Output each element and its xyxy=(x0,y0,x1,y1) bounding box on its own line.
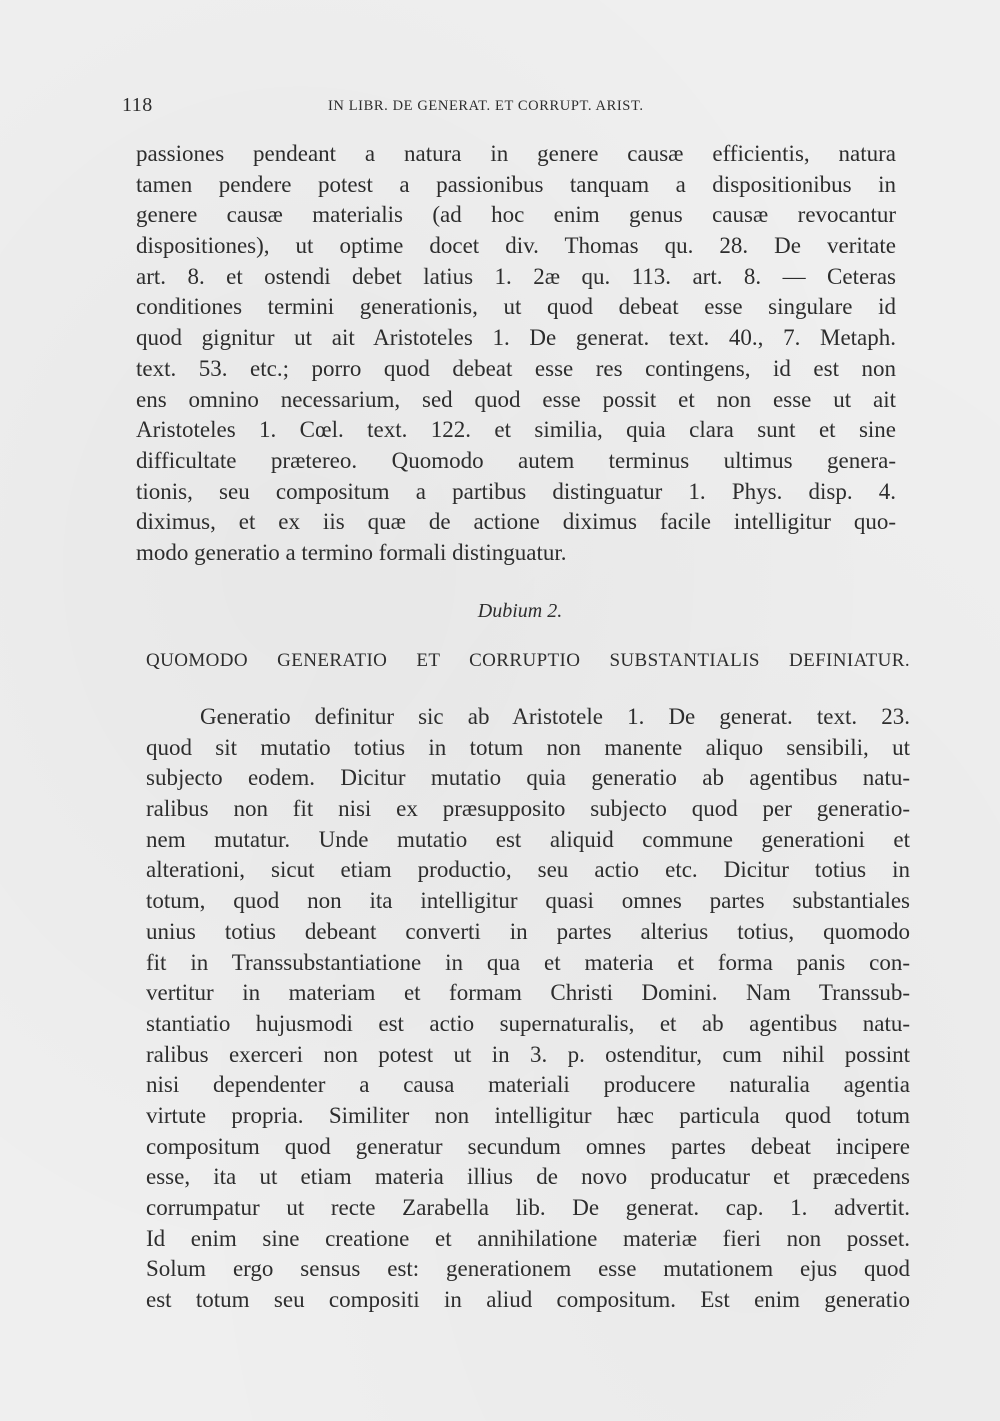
text-line: tionis, seu compositum a partibus distinguatur 1. Phys. disp. 4. xyxy=(136,478,896,504)
text-line: text. 53. etc.; porro quod debeat esse res contingens, id est non xyxy=(136,355,896,381)
section-label: Dubium 2. xyxy=(477,600,563,622)
text-line: totum, quod non ita intelligitur quasi omnes partes substantiales xyxy=(146,888,910,914)
text-line: genere causæ materialis (ad hoc enim genus causæ revocantur xyxy=(136,202,896,228)
text-line: difficultate prætereo. Quomodo autem terminus ultimus genera- xyxy=(136,447,896,473)
text-line: ralibus non fit nisi ex præsupposito subjecto quod per generatio- xyxy=(146,796,910,822)
section-heading: QUOMODO GENERATIO ET CORRUPTIO SUBSTANTIALIS DEFINIATUR. xyxy=(146,650,910,671)
text-line: modo generatio a termino formali distinguatur. xyxy=(136,539,567,565)
text-line: vertitur in materiam et formam Christi Domini. Nam Transsub- xyxy=(146,980,910,1006)
running-head xyxy=(122,94,700,120)
text-line: conditiones termini generationis, ut quod debeat esse singulare id xyxy=(136,294,896,320)
running-title: IN LIBR. DE GENERAT. ET CORRUPT. ARIST. xyxy=(328,98,644,114)
text-line: ens omnino necessarium, sed quod esse possit et non esse ut ait xyxy=(136,386,896,412)
text-line: fit in Transsubstantiatione in qua et materia et forma panis con- xyxy=(146,949,910,975)
paragraph-definition xyxy=(146,702,910,1316)
text-line: alterationi, sicut etiam productio, seu actio etc. Dicitur totius in xyxy=(146,857,910,883)
text-line: tamen pendere potest a passionibus tanquam a dispositionibus in xyxy=(136,171,896,197)
text-line: diximus, et ex iis quæ de actione diximus facile intelligitur quo- xyxy=(136,509,896,535)
text-line: quod sit mutatio totius in totum non manente aliquo sensibili, ut xyxy=(146,734,910,760)
text-line: dispositiones), ut optime docet div. Thomas qu. 28. De veritate xyxy=(136,233,896,259)
text-line: stantiatio hujusmodi est actio supernaturalis, et ab agentibus natu- xyxy=(146,1010,910,1036)
text-line: Aristoteles 1. Cœl. text. 122. et similia, quia clara sunt et sine xyxy=(136,417,896,443)
text-line: corrumpatur ut recte Zarabella lib. De generat. cap. 1. advertit. xyxy=(146,1195,910,1220)
text-line: Id enim sine creatione et annihilatione materiæ fieri non posset. xyxy=(146,1225,910,1251)
text-line: ralibus exerceri non potest ut in 3. p. ostenditur, cum nihil possint xyxy=(146,1041,910,1067)
text-line: passiones pendeant a natura in genere causæ efficientis, natura xyxy=(136,141,896,166)
text-line: virtute propria. Similiter non intelligitur hæc particula quod totum xyxy=(146,1102,910,1128)
text-line: Solum ergo sensus est: generationem esse mutationem ejus quod xyxy=(146,1256,910,1282)
text-line: est totum seu compositi in aliud compositum. Est enim generatio xyxy=(146,1287,910,1313)
text-line: nisi dependenter a causa materiali producere naturalia agentia xyxy=(146,1072,910,1098)
text-line: art. 8. et ostendi debet latius 1. 2æ qu. 113. art. 8. — Ceteras xyxy=(136,263,896,289)
text-line: subjecto eodem. Dicitur mutatio quia generatio ab agentibus natu- xyxy=(146,765,910,791)
text-line: nem mutatur. Unde mutatio est aliquid commune generationi et xyxy=(146,826,910,852)
text-line: esse, ita ut etiam materia illius de novo producatur et præcedens xyxy=(146,1164,910,1190)
text-line: unius totius debeant converti in partes alterius totius, quomodo xyxy=(146,918,910,944)
text-line: quod gignitur ut ait Aristoteles 1. De generat. text. 40., 7. Metaph. xyxy=(136,325,896,351)
page-number: 118 xyxy=(122,94,153,116)
text-line: compositum quod generatur secundum omnes partes debeat incipere xyxy=(146,1133,910,1159)
text-line: Generatio definitur sic ab Aristotele 1. De generat. text. 23. xyxy=(200,704,910,729)
paragraph-continued xyxy=(136,139,896,569)
